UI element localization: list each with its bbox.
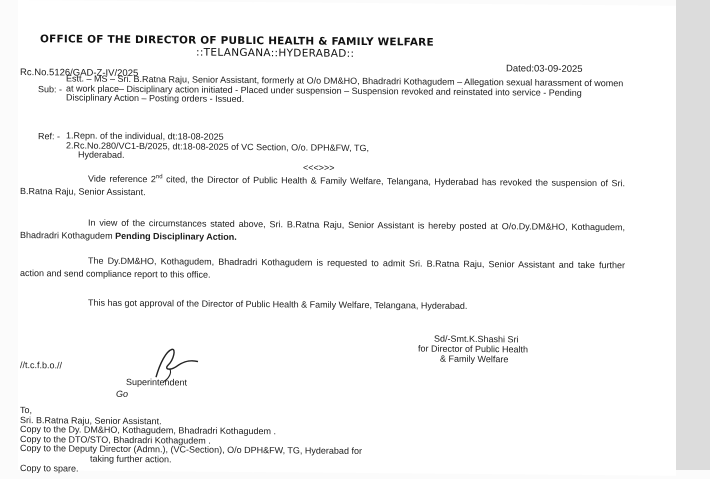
p1-text-b: cited, the Director of Public Health & Family Welfare, Telangana, Hyderabad has revoked the suspension of Sri. B.Ratna Raju, Senior Assistant. — [20, 174, 625, 198]
body-paragraph-2 — [20, 216, 625, 247]
copy-line: Copy to the Dy. DM&HO, Kothagudem, Bhadradri Kothagudem . — [20, 424, 276, 437]
reference-item: 2.Rc.No.280/VC1-B/2025, dt:18-08-2025 of VC Section, O/o. DPH&FW, TG, — [66, 140, 369, 153]
office-title: OFFICE OF THE DIRECTOR OF PUBLIC HEALTH & FAMILY WELFARE — [40, 33, 434, 49]
signatory-designation: for Director of Public Health — [418, 343, 529, 355]
office-location: ::TELANGANA::HYDERABAD:: — [196, 46, 355, 60]
memo-date: Dated:03-09-2025 — [506, 63, 583, 75]
reference-item: Hyderabad. — [78, 149, 125, 161]
references-list — [66, 131, 369, 162]
section-separator: <<<>>> — [303, 162, 335, 173]
memo-number: Rc.No.5126/GAD-Z-IV/2025 — [20, 67, 139, 80]
addressee: Sri. B.Ratna Raju, Senior Assistant. — [20, 414, 162, 426]
body-paragraph-1 — [20, 170, 625, 203]
reference-item: 1.Repn. of the individual, dt:18-08-2025 — [66, 130, 224, 142]
to-label: To, — [20, 405, 33, 416]
p4-text: This has got approval of the Director of Public Health & Family Welfare, Telangana, Hyderabad. — [88, 297, 468, 311]
true-copy-mark: //t.c.f.b.o.// — [20, 360, 63, 371]
body-paragraph-4 — [20, 296, 625, 314]
signatory-block — [418, 333, 528, 364]
subject-label: Sub: - — [38, 84, 63, 95]
references-label: Ref: - — [38, 131, 61, 142]
body-paragraph-3 — [20, 254, 625, 285]
p2-bold-text: Pending Disciplinary Action. — [115, 230, 237, 242]
copy-line: taking further action. — [90, 453, 172, 465]
attesting-initials: Go — [116, 388, 129, 399]
p3-text: The Dy.DM&HO, Kothagudem, Bhadradri Kothagudem is requested to admit Sri. B.Ratna Raju, Senior Assistant and take further action and send compliance report to this office. — [20, 255, 625, 280]
document-page — [18, 0, 676, 476]
p1-text-a: Vide reference 2 — [88, 173, 156, 185]
copy-line: Copy to the DTO/STO, Bhadradri Kothagudem . — [20, 433, 211, 446]
signatory-name: Sd/-Smt.K.Shashi Sri — [434, 333, 519, 345]
copy-line: Copy to the Deputy Director (Admn.), (VC-Section), O/o DPH&FW, TG, Hyderabad for — [20, 443, 362, 457]
signatory-department: & Family Welfare — [440, 353, 509, 365]
copy-line: Copy to spare. — [20, 462, 79, 474]
subject-text: Estt. – MS – Sri. B.Ratna Raju, Senior Assistant, formerly at O/o DM&HO, Bhadradri Kothagudem – Allegation sexual harassment of women at work place– Disciplinary action initiated - Placed under suspension – Suspension revoked and reinstated into service - Pending Disciplinary Action – Posting orders - Issued. — [66, 73, 624, 105]
distribution-block — [20, 406, 362, 476]
attesting-designation: Superintendent — [126, 376, 188, 388]
viewer-side-panel — [676, 0, 710, 470]
p1-superscript: nd — [155, 174, 163, 181]
p2-text: In view of the circumstances stated above, Sri. B.Ratna Raju, Senior Assistant is hereby posted at O/o.Dy.DM&HO, Kothagudem, Bhadradri Kothagudem — [20, 217, 625, 241]
